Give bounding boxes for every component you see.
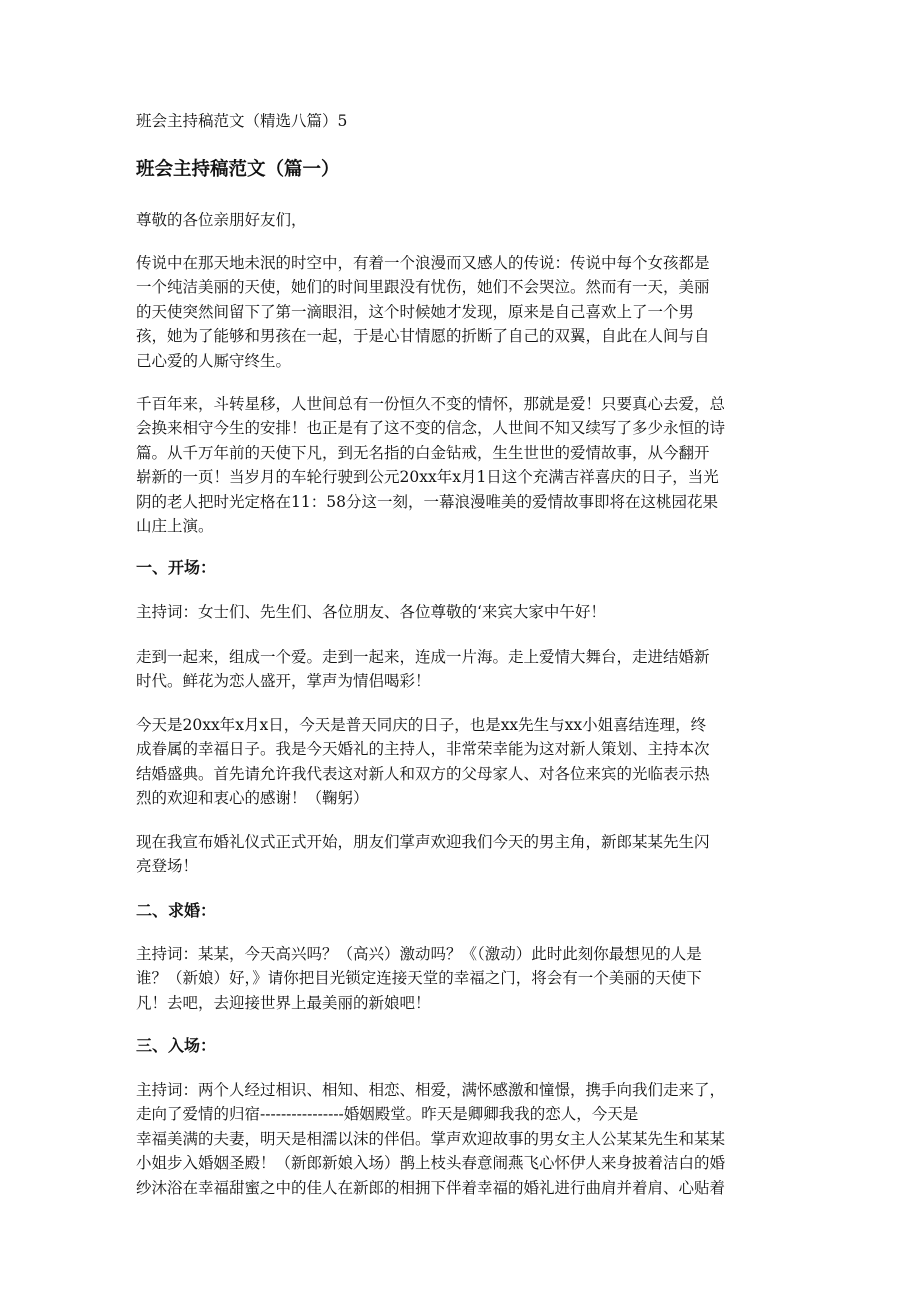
paragraph-line: 崭新的一页！当岁月的车轮行驶到公元20xx年x月1日这个充满吉祥喜庆的日子，当光 — [136, 468, 719, 487]
paragraph-line: 传说中在那天地未泯的时空中，有着一个浪漫而又感人的传说：传说中每个女孩都是 — [136, 254, 710, 272]
document-title: 班会主持稿范文（精选八篇）5 — [136, 112, 348, 130]
paragraph-line: 己心爱的人厮守终生。 — [136, 351, 292, 370]
paragraph-line: 成眷属的幸福日子。我是今天婚礼的主持人，非常荣幸能为这对新人策划、主持本次 — [136, 740, 710, 759]
opening-paragraph-4 — [136, 830, 796, 879]
paragraph-line: 主持词：两个人经过相识、相知、相恋、相爱，满怀感激和憧憬，携手向我们走来了， — [136, 1081, 726, 1099]
opening-paragraph-2 — [136, 645, 796, 694]
paragraph-line: 主持词：某某，今天高兴吗？（高兴）激动吗？《（激动）此时此刻你最想见的人是 — [136, 945, 702, 963]
opening-host-paragraph — [136, 600, 796, 624]
paragraph-line: 亮登场！ — [136, 857, 199, 876]
paragraph-line: 幸福美满的夫妻，明天是相濡以沫的伴侣。掌声欢迎故事的男女主人公某某先生和某某 — [136, 1129, 726, 1148]
paragraph-line: 烈的欢迎和衷心的感谢！（鞠躬） — [136, 789, 369, 808]
greeting-paragraph — [136, 208, 796, 232]
paragraph-line: 孩，她为了能够和男孩在一起，于是心甘情愿的折断了自己的双翼，自此在人间与自 — [136, 327, 710, 346]
paragraph-line: 今天是20xx年x月x日，今天是普天同庆的日子，也是xx先生与xx小姐喜结连理，终 — [136, 716, 707, 734]
heading-proposal: 二、求婚： — [136, 901, 217, 920]
paragraph-line: 尊敬的各位亲朋好友们， — [136, 211, 307, 229]
paragraph-line: 主持词：女士们、先生们、各位朋友、各位尊敬的‘来宾大家中午好！ — [136, 603, 606, 621]
paragraph-line: 阴的老人把时光定格在11：58分这一刻，一幕浪漫唯美的爱情故事即将在这桃园花果 — [136, 492, 718, 511]
paragraph-line: 的天使突然间留下了第一滴眼泪，这个时候她才发现，原来是自己喜欢上了一个男 — [136, 302, 695, 321]
paragraph-line: 篇。从千万年前的天使下凡，到无名指的白金钻戒，生生世世的爱情故事，从今翻开 — [136, 443, 710, 462]
paragraph-line: 走到一起来，组成一个爱。走到一起来，连成一片海。走上爱情大舞台，走进结婚新 — [136, 648, 710, 666]
legend-paragraph — [136, 251, 796, 373]
paragraph-line: 山庄上演。 — [136, 516, 214, 535]
paragraph-line: 时代。鲜花为恋人盛开，掌声为情侣喝彩！ — [136, 672, 431, 691]
paragraph-line: 小姐步入婚姻圣殿！（新郎新娘入场）鹊上枝头春意闹燕飞心怀伊人来身披着洁白的婚 — [136, 1154, 726, 1173]
paragraph-line: 纱沐浴在幸福甜蜜之中的佳人在新郎的相拥下伴着幸福的婚礼进行曲肩并着肩、心贴着 — [136, 1178, 726, 1197]
section-title: 班会主持稿范文（篇一） — [136, 159, 340, 180]
paragraph-line: 千百年来，斗转星移，人世间总有一份恒久不变的情怀，那就是爱！只要真心去爱，总 — [136, 395, 726, 413]
heading-opening: 一、开场： — [136, 558, 217, 577]
heading-entrance: 三、入场： — [136, 1036, 217, 1055]
paragraph-line: 一个纯洁美丽的天使，她们的时间里跟没有忧伤，她们不会哭泣。然而有一天，美丽 — [136, 278, 710, 297]
entrance-paragraph — [136, 1078, 796, 1200]
paragraph-line: 现在我宣布婚礼仪式正式开始，朋友们掌声欢迎我们今天的男主角，新郎某某先生闪 — [136, 833, 710, 851]
love-paragraph — [136, 392, 796, 538]
paragraph-line: 谁？（新娘）好，》请你把目光锁定连接天堂的幸福之门，将会有一个美丽的天使下 — [136, 969, 702, 988]
paragraph-line: 会换来相守今生的安排！也正是有了这不变的信念，人世间不知又续写了多少永恒的诗 — [136, 419, 726, 438]
opening-paragraph-3 — [136, 713, 796, 811]
proposal-paragraph — [136, 942, 796, 1015]
paragraph-line: 凡！去吧，去迎接世界上最美丽的新娘吧！ — [136, 993, 431, 1012]
paragraph-line: 结婚盛典。首先请允许我代表这对新人和双方的父母家人、对各位来宾的光临表示热 — [136, 764, 710, 783]
paragraph-line: 走向了爱情的归宿----------------婚姻殿堂。昨天是卿卿我我的恋人，今天是 — [136, 1105, 639, 1124]
